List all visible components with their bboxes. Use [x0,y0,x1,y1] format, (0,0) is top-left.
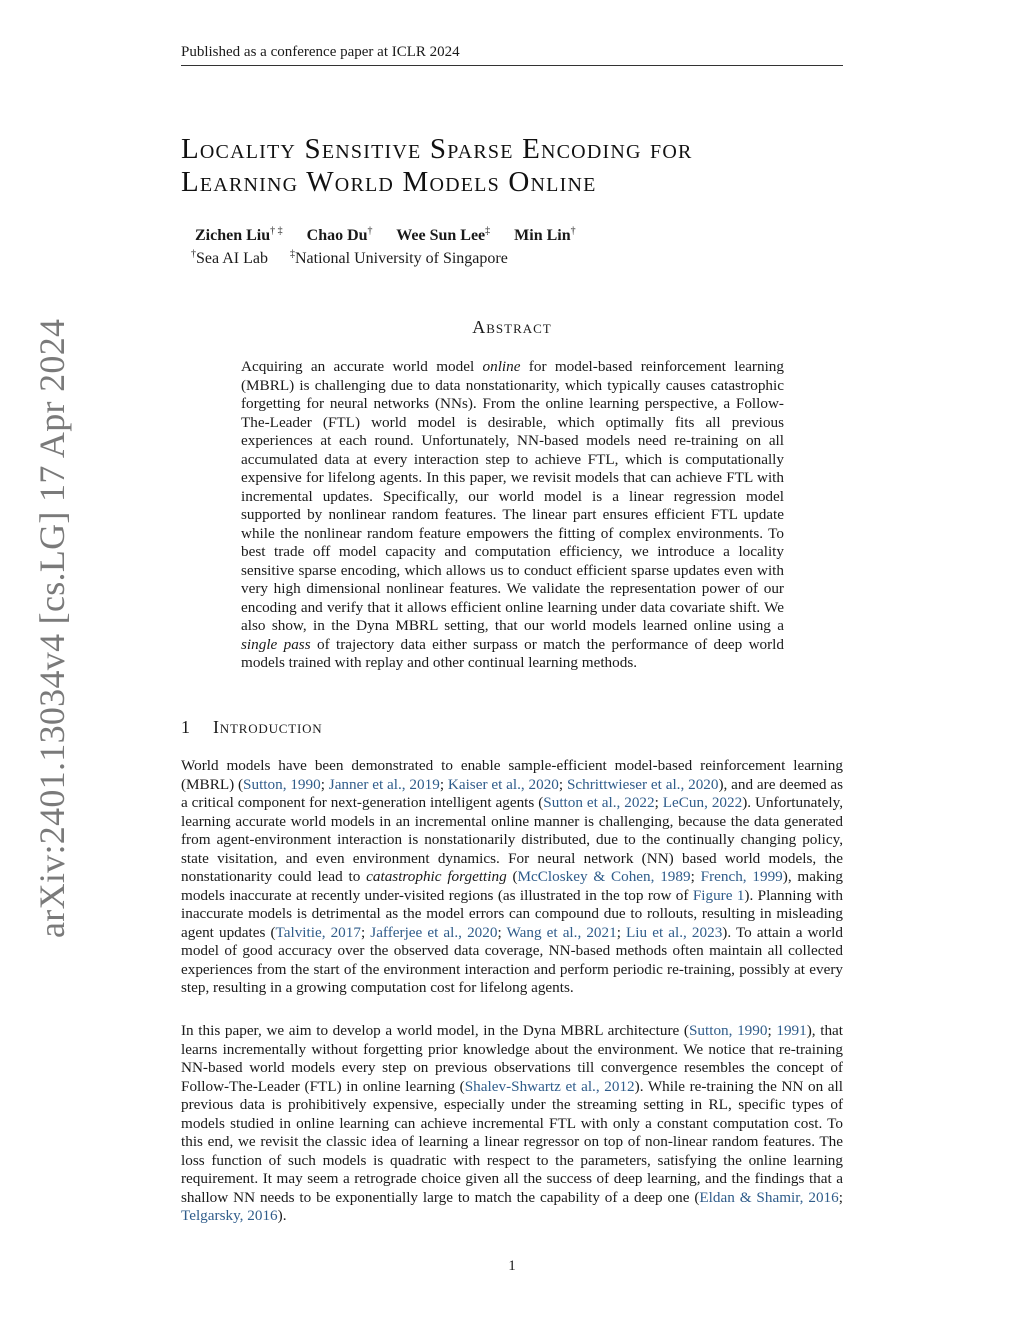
citation-link[interactable]: Sutton, 1990 [243,775,321,793]
abstract-body: Acquiring an accurate world model online for model-based reinforcement learning (MBRL) is challenging due to data nonstationarity, which typically causes catastrophic forgetting for neural networks (NNs). From the online learning perspective, a Follow-The-Leader (FTL) world model is desirable, which optimally fits all previous experiences at each round. Unfortunately, NN-based models need re-training on all accumulated data at every interaction step to achieve FTL, which is computationally expensive for lifelong agents. In this paper, we revisit models that can achieve FTL with incremental updates. Specifically, our world model is a linear regression model supported by nonlinear random features. The linear part ensures efficient FTL update while the nonlinear random feature empowers the fitting of complex environments. To best trade off model capacity and computation efficiency, we introduce a locality sensitive sparse encoding, which allows us to conduct efficient sparse updates even with very high dimensional nonlinear features. We validate the representation power of our encoding and verify that it allows efficient online learning under data covariate shift. We also show, in the Dyna MBRL setting, that our world models learned online using a single pass of trajectory data either surpass or match the performance of deep world models trained with replay and other continual learning methods. [241,358,784,671]
citation-link[interactable]: Liu et al., 2023 [626,923,723,941]
affiliation-2: ‡National University of Singapore [289,249,508,268]
author-4: Min Lin† [514,226,576,245]
citation-link[interactable]: Janner et al., 2019 [328,775,440,793]
section-heading-introduction: 1 Introduction [181,717,323,737]
citation-link[interactable]: Telgarsky, 2016 [181,1207,278,1224]
paper-title [181,133,843,199]
page-number: 1 [508,1258,516,1274]
citation-link[interactable]: Eldan & Shamir, 2016 [699,1188,839,1206]
citation-link[interactable]: Jafferjee et al., 2020 [370,923,498,941]
author-2: Chao Du† [306,226,373,245]
title-line-1: Locality Sensitive Sparse Encoding for [181,133,693,165]
intro-paragraph-1: World models have been demonstrated to enable sample-efficient model-based reinforcement learning (MBRL) (Sutton, 1990; Janner et al., 2019; Kaiser et al., 2020; Schrittwieser et al., 2020), and are deemed as a critical component for next-generation intelligent agents (Sutton et al., 2022; LeCun, 2022). Unfortunately, learning accurate world models in an incremental online manner is challenging, because the data generated from agent-environment interaction is nonstationarily distributed, due to the continually changing policy, state visitation, and even environment dynamics. For neural network (NN) based world models, the nonstationarity could lead to catastrophic forgetting (McCloskey & Cohen, 1989; French, 1999), making models inaccurate at recently under-visited regions (as illustrated in the top row of Figure 1). Planning with inaccurate models is detrimental as the model errors can compound due to rollouts, resulting in misleading agent updates (Talvitie, 2017; Jafferjee et al., 2020; Wang et al., 2021; Liu et al., 2023). To attain a world model of good accuracy over the observed data coverage, NN-based methods often maintain all collected experiences from the start of the environment interaction and perform periodic re-training, possibly at every step, resulting in a growing computation cost for lifelong agents. [181,757,844,996]
running-header: Published as a conference paper at ICLR 2024 [181,44,460,60]
citation-link[interactable]: 1991 [776,1022,807,1039]
title-line-2: Learning World Models Online [181,166,597,198]
citation-link[interactable]: Talvitie, 2017 [275,923,361,941]
author-list [195,226,596,245]
citation-link[interactable]: McCloskey & Cohen, 1989 [517,868,691,885]
affiliation-list [191,249,526,268]
header-rule [181,65,843,66]
citation-link[interactable]: French, 1999 [700,868,783,885]
author-3: Wee Sun Lee‡ [396,226,491,245]
citation-link[interactable]: Sutton et al., 2022 [543,794,655,811]
affiliation-1: †Sea AI Lab [191,249,268,268]
figure-reference-link[interactable]: Figure 1 [692,886,745,904]
citation-link[interactable]: Sutton, 1990 [688,1022,768,1039]
author-1: Zichen Liu† ‡ [195,226,283,245]
citation-link[interactable]: Schrittwieser et al., 2020 [566,775,719,793]
intro-paragraph-2: In this paper, we aim to develop a world model, in the Dyna MBRL architecture (Sutton, 1990; 1991), that learns incrementally without forgetting prior knowledge about the environment. We notice that re-training NN-based world models every step on previous observations till convergence resembles the concept of Follow-The-Leader (FTL) in online learning (Shalev-Shwartz et al., 2012). While re-training the NN on all previous data is prohibitively expensive, especially under the streaming setting in RL, specific types of models studied in online learning can achieve incremental FTL with only a constant computation cost. To this end, we revisit the classic idea of learning a linear regressor on top of non-linear random features. The loss function of such models is quadratic with respect to the parameters, satisfying the online learning requirement. It may seem a retrograde choice given all the success of deep learning, and the findings that a shallow NN needs to be exponentially large to match the capability of a deep one (Eldan & Shamir, 2016; Telgarsky, 2016). [181,1022,843,1224]
citation-link[interactable]: LeCun, 2022 [662,794,743,811]
citation-link[interactable]: Shalev-Shwartz et al., 2012 [464,1077,635,1095]
arxiv-stamp: arXiv:2401.13034v4 [cs.LG] 17 Apr 2024 [32,318,72,938]
citation-link[interactable]: Wang et al., 2021 [506,923,617,941]
abstract-heading: Abstract [472,317,552,337]
citation-link[interactable]: Kaiser et al., 2020 [447,775,559,793]
